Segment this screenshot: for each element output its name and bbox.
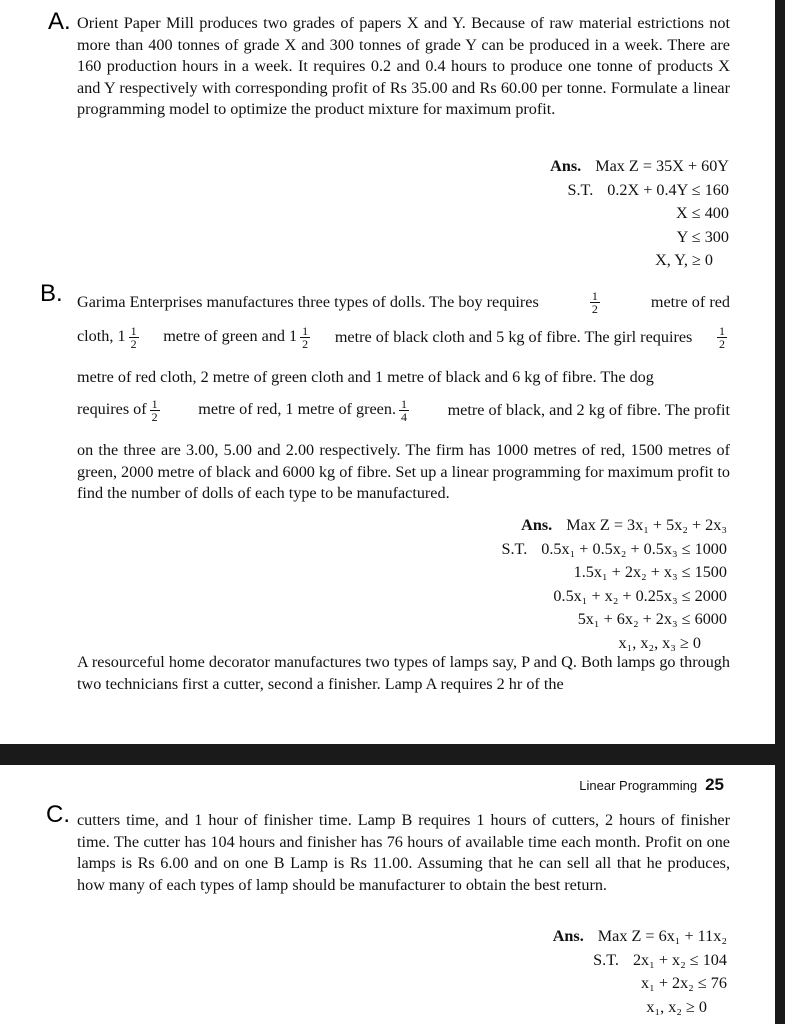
constraint: Y ≤ 300: [676, 227, 729, 246]
answer-b: Ans. Max Z = 3x₁ + 5x₂ + 2x₃ S.T. 0.5x₁ + 0.5x₂ + 0.5x₃ ≤ 1000 1.5x₁ + 2x₂ + x₃ ≤ 1500 0.5x₁ + x₂ + 0.25x₃ ≤ 2000 5x₁ + 6x₂ + 2x₃ ≤ 6000 x₁, x₂, x₃ ≥ 0: [501, 514, 727, 655]
constraint: X ≤ 400: [676, 204, 729, 222]
constraint: 0.5x₁ + x₂ + 0.25x₃ ≤ 2000: [553, 586, 727, 605]
problem-b-rest: on the three are 3.00, 5.00 and 2.00 respectively. The firm has 1000 metres of red, 1500 metres of green, 2000 metre of black and 6000 kg of fibre. Set up a linear programming for maximum profit to find the number of dolls of each type to be manufactured.: [77, 441, 730, 503]
constraint: 0.2X + 0.4Y ≤ 160: [607, 180, 729, 199]
answer-label: Ans.: [550, 157, 582, 175]
constraint: X, Y, ≥ 0: [655, 251, 713, 269]
objective: Max Z = 6x₁ + 11x₂: [597, 927, 727, 945]
fraction: $\frac{1}{2}$: [151, 397, 158, 424]
objective: Max Z = 3x₁ + 5x₂ + 2x₃: [566, 516, 727, 534]
st-label: S.T.: [567, 180, 594, 199]
running-header: [579, 775, 724, 795]
fraction: $\frac{1}{4}$: [401, 397, 407, 424]
answer-c: Ans. Max Z = 6x₁ + 11x₂ S.T. 2x₁ + x₂ ≤ 104 x₁ + 2x₂ ≤ 76 x₁, x₂ ≥ 0: [553, 925, 727, 1019]
constraint: x₁ + 2x₂ ≤ 76: [641, 974, 727, 992]
problem-b-line-4: requires of $\frac{1}{2}$ metre of red, 1 metre of green. $\frac{1}{4}$ metre of black, and 2 kg of fibre. The profit: [77, 397, 730, 424]
marker-a: A.: [48, 8, 71, 35]
constraint: x₁, x₂, x₃ ≥ 0: [618, 633, 701, 652]
problem-b-line-3: metre of red cloth, 2 metre of green cloth and 1 metre of black and 6 kg of fibre. The dog: [77, 368, 654, 386]
right-dark-edge: [775, 0, 785, 1024]
page-number: 25: [705, 775, 724, 794]
fraction: $\frac{1}{2}$: [302, 324, 309, 351]
marker-b: B.: [40, 280, 63, 307]
objective: Max Z = 35X + 60Y: [595, 157, 729, 175]
constraint: 2x₁ + x₂ ≤ 104: [632, 950, 727, 969]
problem-c-start: A resourceful home decorator manufactures two types of lamps say, P and Q. Both lamps go through two technicians first a cutter, second a finisher. Lamp A requires 2 hr of the: [77, 653, 730, 693]
constraint: 0.5x₁ + 0.5x₂ + 0.5x₃ ≤ 1000: [541, 539, 727, 558]
problem-b-line-2: cloth, 1 $\frac{1}{2}$ metre of green and 1 $\frac{1}{2}$ metre of black cloth and 5 kg of fibre. The girl requires $\frac{1}{2}$: [77, 324, 725, 351]
constraint: 5x₁ + 6x₂ + 2x₃ ≤ 6000: [577, 610, 727, 628]
text: metre of red: [650, 293, 730, 311]
fraction: $\frac{1}{2}$: [591, 289, 598, 316]
answer-a: [550, 155, 729, 273]
problem-c-text: cutters time, and 1 hour of finisher time. Lamp B requires 1 hours of cutters, 2 hours of finisher time. The cutter has 104 hours and finisher has 76 hours of available time each month. Profit on one lamps is Rs 6.00 and on one B Lamp is Rs 11.00. Assuming that he can sell all that he produces, how many of each types of lamp should be manufacturer to obtain the best return.: [77, 811, 730, 894]
header-title: Linear Programming: [579, 778, 698, 793]
text: Garima Enterprises manufactures three types of dolls. The boy requires: [77, 293, 539, 311]
marker-c: C.: [46, 801, 70, 828]
constraint: x₁, x₂ ≥ 0: [646, 997, 707, 1016]
page-2: [0, 765, 775, 1024]
problem-a-text: Orient Paper Mill produces two grades of papers X and Y. Because of raw material estrictions not more than 400 tonnes of grade X and 300 tonnes of grade Y can be produced in a week. There are 160 production hours in a week. It requires 0.2 and 0.4 hours to produce one tonne of products X and Y respectively with corresponding profit of Rs 35.00 and Rs 60.00 per tonne. Formulate a linear programming model to optimize the product mixture for maximum profit.: [77, 14, 730, 119]
page-separator: [0, 744, 785, 765]
fraction: $\frac{1}{2}$: [130, 324, 137, 351]
problem-b-line-1: [77, 290, 730, 315]
fraction: $\frac{1}{2}$: [718, 324, 725, 351]
constraint: 1.5x₁ + 2x₂ + x₃ ≤ 1500: [573, 563, 727, 581]
